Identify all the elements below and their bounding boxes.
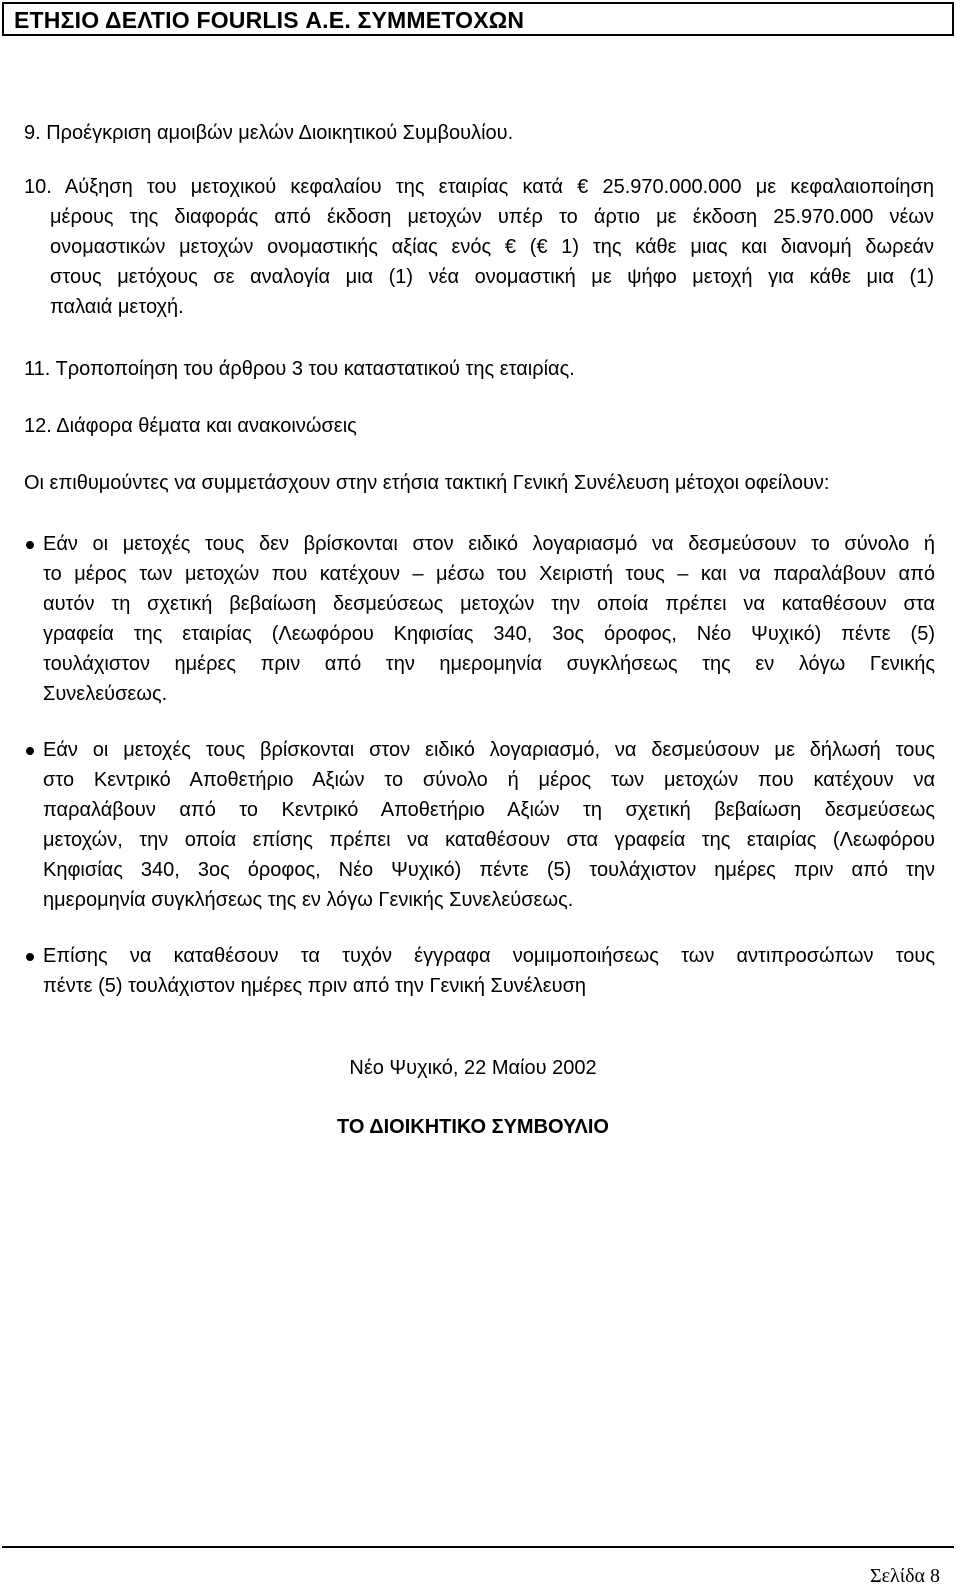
bullet-icon [26,541,34,549]
page-number: Σελίδα 8 [869,1565,940,1587]
bullet-line: ημερομηνία συγκλήσεως της εν λόγω Γενικής Συνελεύσεως. [43,889,574,911]
signature-board: ΤΟ ΔΙΟΙΚΗΤΙΚΟ ΣΥΜΒΟΥΛΙΟ [337,1116,609,1138]
bullet-line: Επίσης να καταθέσουν τα τυχόν έγγραφα νομιμοποιήσεως των αντιπροσώπων τους [43,945,935,967]
bullet-line: τουλάχιστον ημέρες πριν από την ημερομηνία συγκλήσεως της εν λόγω Γενικής [43,653,935,675]
header-box [2,2,954,36]
bullet-line: γραφεία της εταιρίας (Λεωφόρου Κηφισίας 340, 3ος όροφος, Νέο Ψυχικό) πέντε (5) [43,623,935,645]
page-title: ΕΤΗΣΙΟ ΔΕΛΤΙΟ FOURLIS Α.Ε. ΣΥΜΜΕΤΟΧΩΝ [14,7,525,33]
agenda-item-10 [24,172,934,322]
agenda-item-10-line: παλαιά μετοχή. [50,296,184,318]
bullet-line: μετοχών, την οποία επίσης πρέπει να καταθέσουν στα γραφεία της εταιρίας (Λεωφόρου [43,829,935,851]
place-date: Νέο Ψυχικό, 22 Μαίου 2002 [349,1057,597,1079]
bullet-line: αυτόν τη σχετική βεβαίωση δεσμεύσεως μετοχών την οποία πρέπει να καταθέσουν στα [43,593,935,615]
intro-text: Οι επιθυμούντες να συμμετάσχουν στην ετήσια τακτική Γενική Συνέλευση μέτοχοι οφείλουν: [24,472,830,494]
bullet-line: Εάν οι μετοχές τους βρίσκονται στον ειδικό λογαριασμό, να δεσμεύσουν με δήλωσή τους [43,739,935,761]
bullet-line: το μέρος των μετοχών που κατέχουν – μέσω του Χειριστή τους – και να παραλάβουν από [43,563,935,585]
agenda-item-11: 11. Τροποποίηση του άρθρου 3 του καταστατικού της εταιρίας. [24,358,575,380]
agenda-item-9: 9. Προέγκριση αμοιβών μελών Διοικητικού Συμβουλίου. [24,122,514,144]
bullet-line: πέντε (5) τουλάχιστον ημέρες πριν από την Γενική Συνέλευση [43,975,587,997]
bullet-paragraph-2 [43,735,935,915]
bullet-line: παραλάβουν από το Κεντρικό Αποθετήριο Αξιών τη σχετική βεβαίωση δεσμεύσεως [43,799,935,821]
bullet-line: Συνελεύσεως. [43,683,168,705]
agenda-item-12: 12. Διάφορα θέματα και ανακοινώσεις [24,415,357,437]
footer-rule [2,1546,954,1548]
bullet-icon [26,747,34,755]
agenda-item-10-line: μέρους της διαφοράς από έκδοση μετοχών υπέρ το άρτιο με έκδοση 25.970.000 νέων [50,206,934,228]
agenda-item-10-line: ονομαστικών μετοχών ονομαστικής αξίας ενός € (€ 1) της κάθε μιας και διανομή δωρεάν [50,236,934,258]
bullet-icon [26,953,34,961]
bullet-line: στο Κεντρικό Αποθετήριο Αξιών το σύνολο ή μέρος των μετοχών που κατέχουν να [43,769,935,791]
agenda-item-10-line: 10. Αύξηση του μετοχικού κεφαλαίου της εταιρίας κατά € 25.970.000.000 με κεφαλαιοποίηση [24,176,934,198]
bullet-line: Εάν οι μετοχές τους δεν βρίσκονται στον ειδικό λογαριασμό να δεσμεύσουν το σύνολο ή [43,533,935,555]
agenda-item-10-line: στους μετόχους σε αναλογία μια (1) νέα ονομαστική με ψήφο μετοχή για κάθε μια (1) [50,266,934,288]
bullet-paragraph-3 [43,941,935,1001]
bullet-line: Κηφισίας 340, 3ος όροφος, Νέο Ψυχικό) πέντε (5) τουλάχιστον ημέρες πριν από την [43,859,935,881]
bullet-paragraph-1 [43,529,935,709]
